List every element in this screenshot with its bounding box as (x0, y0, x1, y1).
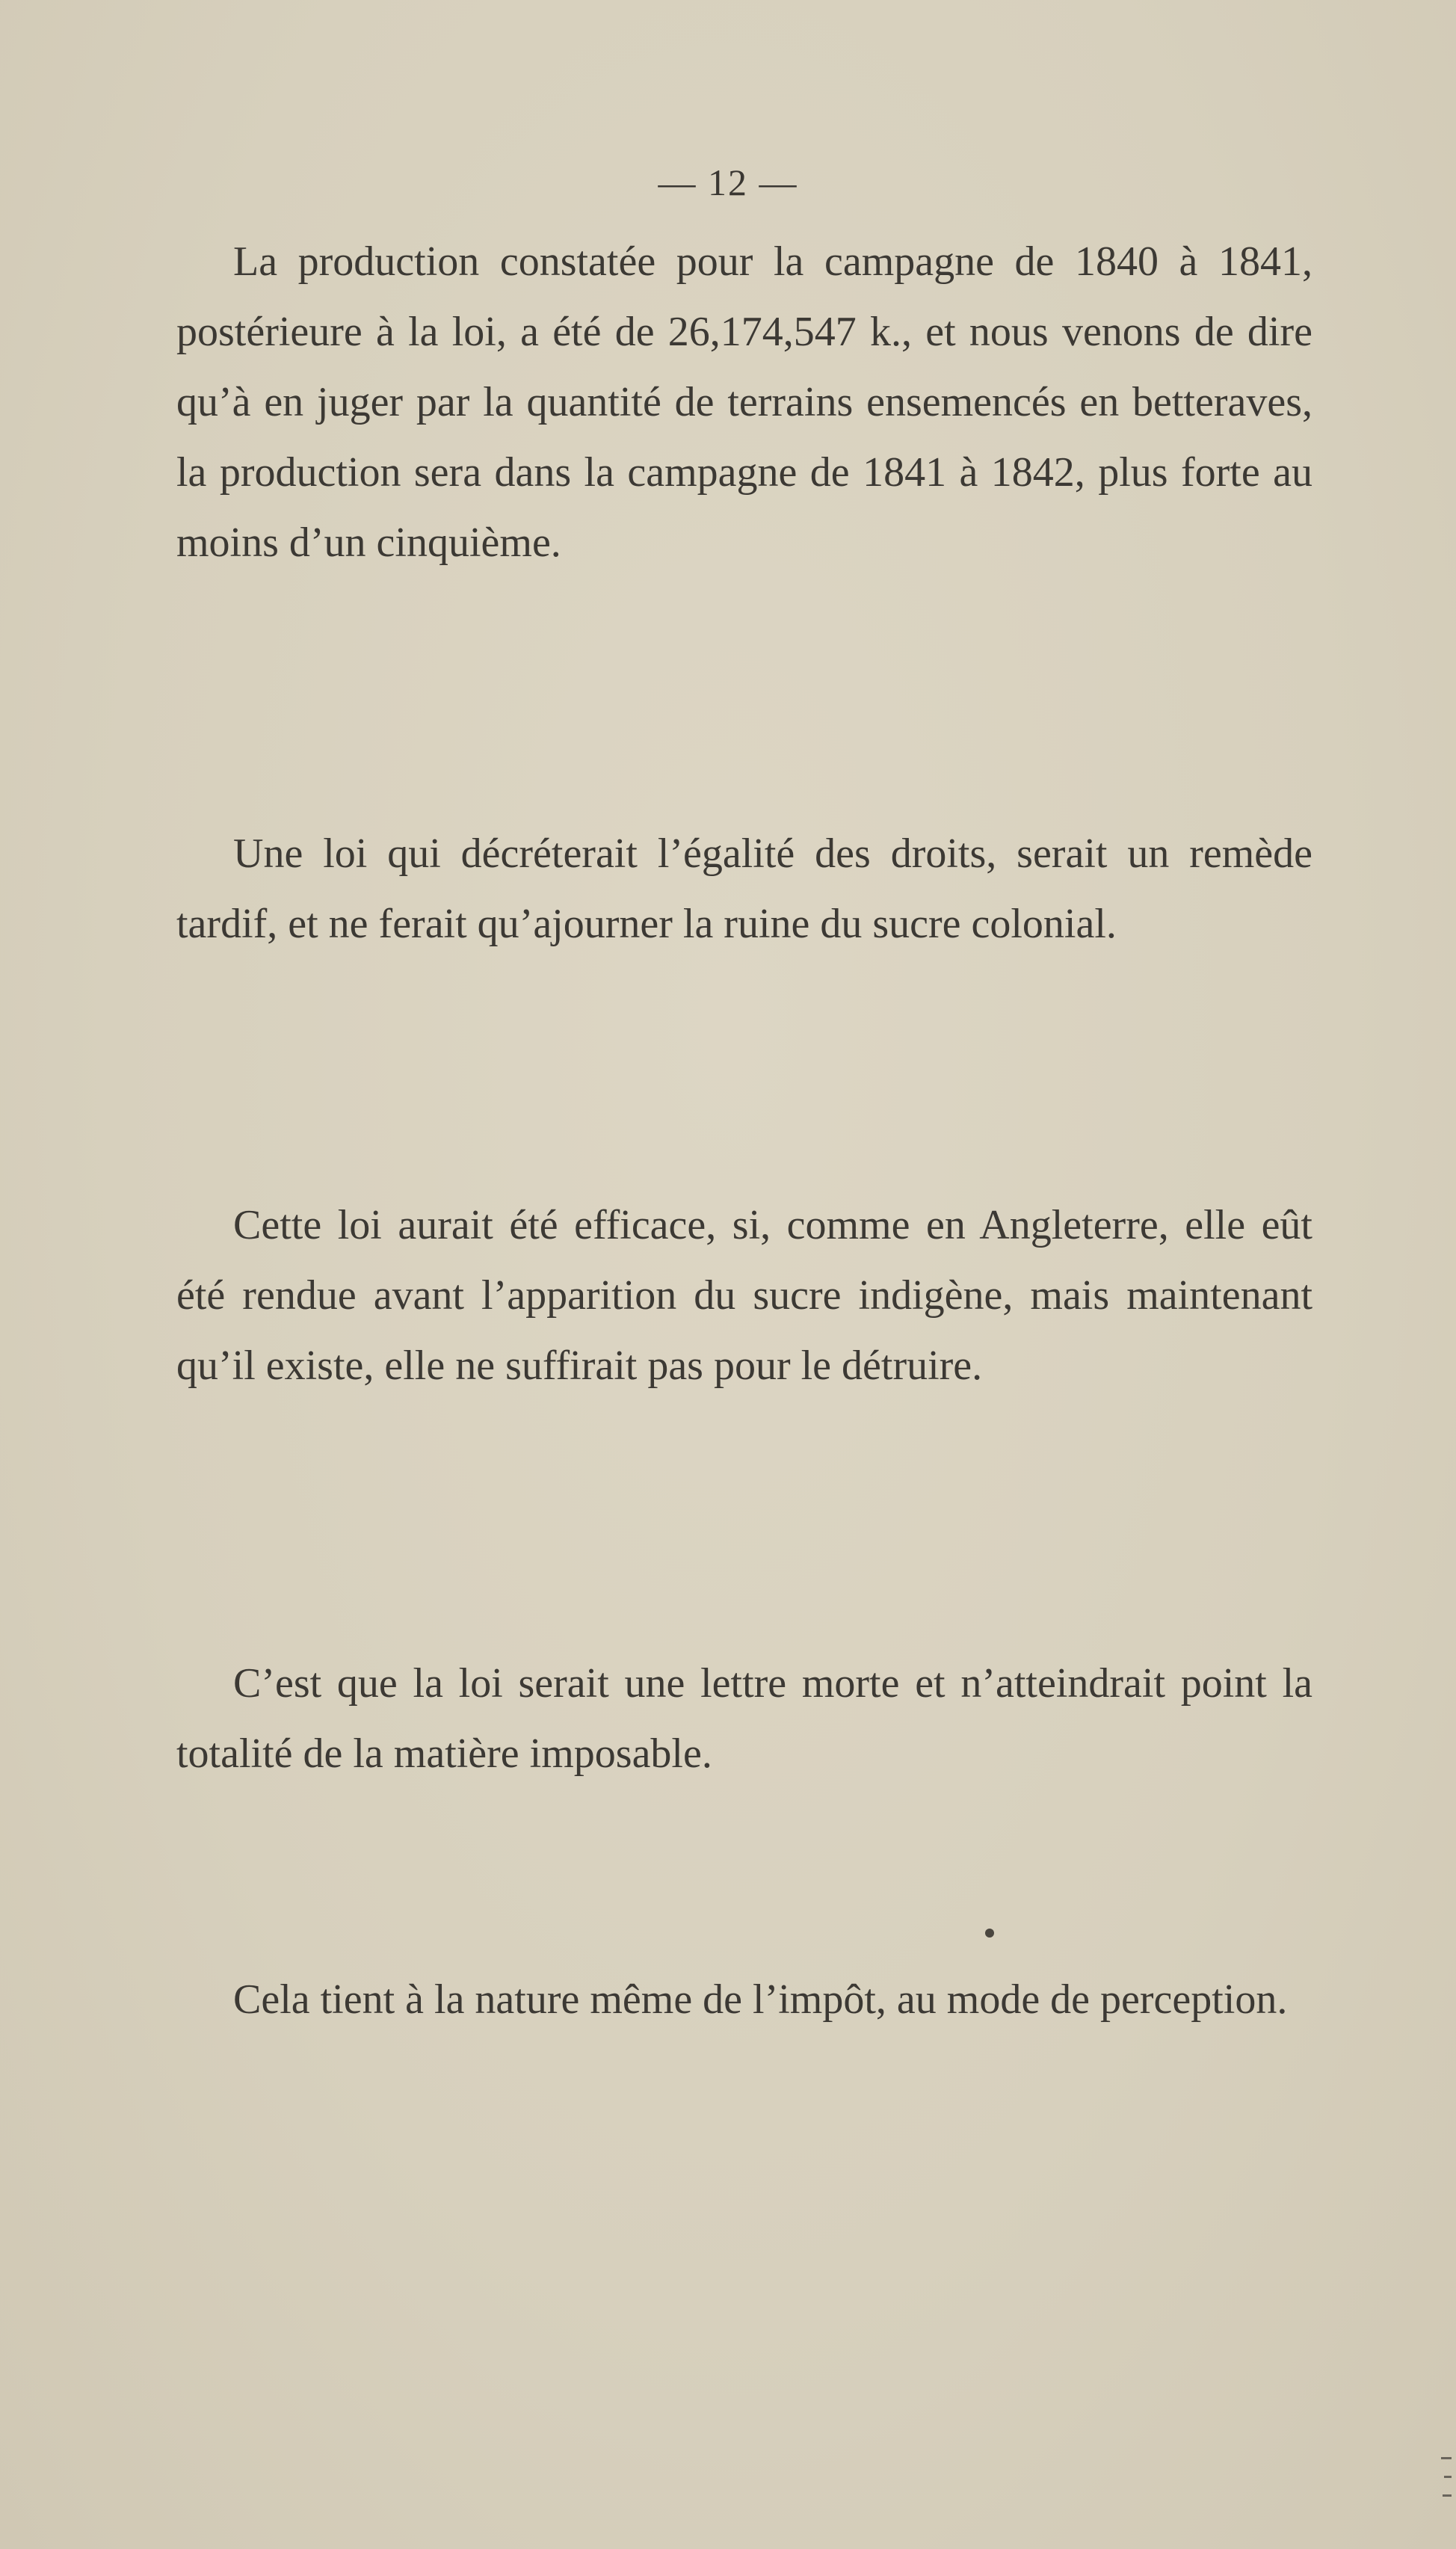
paragraph-england (176, 1190, 1312, 1401)
paragraph-equal-rights (176, 819, 1312, 959)
paragraph-text: Une loi qui décréterait l’égalité des droits, serait un remède tardif, et ne ferait qu’ajourner la ruine du sucre colonial. (176, 830, 1312, 947)
paragraph-perception (176, 1964, 1312, 2035)
paragraph-dead-letter (176, 1648, 1312, 1789)
edge-mark (1444, 2476, 1452, 2478)
ink-speck (985, 1929, 994, 1938)
edge-mark (1441, 2457, 1452, 2459)
paragraph-text: Cette loi aurait été efficace, si, comme en Angleterre, elle eût été rendue avant l’apparition du sucre indigène, mais maintenant qu’il existe, elle ne suffirait pas pour le détruire. (176, 1202, 1312, 1389)
paragraph-text: Cela tient à la nature même de l’impôt, au mode de perception. (233, 1976, 1288, 2023)
edge-mark (1443, 2494, 1452, 2497)
paragraph-text: C’est que la loi serait une lettre morte et n’atteindrait point la totalité de la matière imposable. (176, 1660, 1312, 1777)
paragraph-text: La production constatée pour la campagne de 1840 à 1841, postérieure à la loi, a été de 26,174,547 k., et nous venons de dire qu’à en juger par la quantité de terrains ensemencés en betteraves, la production sera dans la campagne de 1841 à 1842, plus forte au moins d’un cinquième. (176, 238, 1312, 566)
page-number: — 12 — (658, 161, 798, 203)
paragraph-production (176, 226, 1312, 578)
